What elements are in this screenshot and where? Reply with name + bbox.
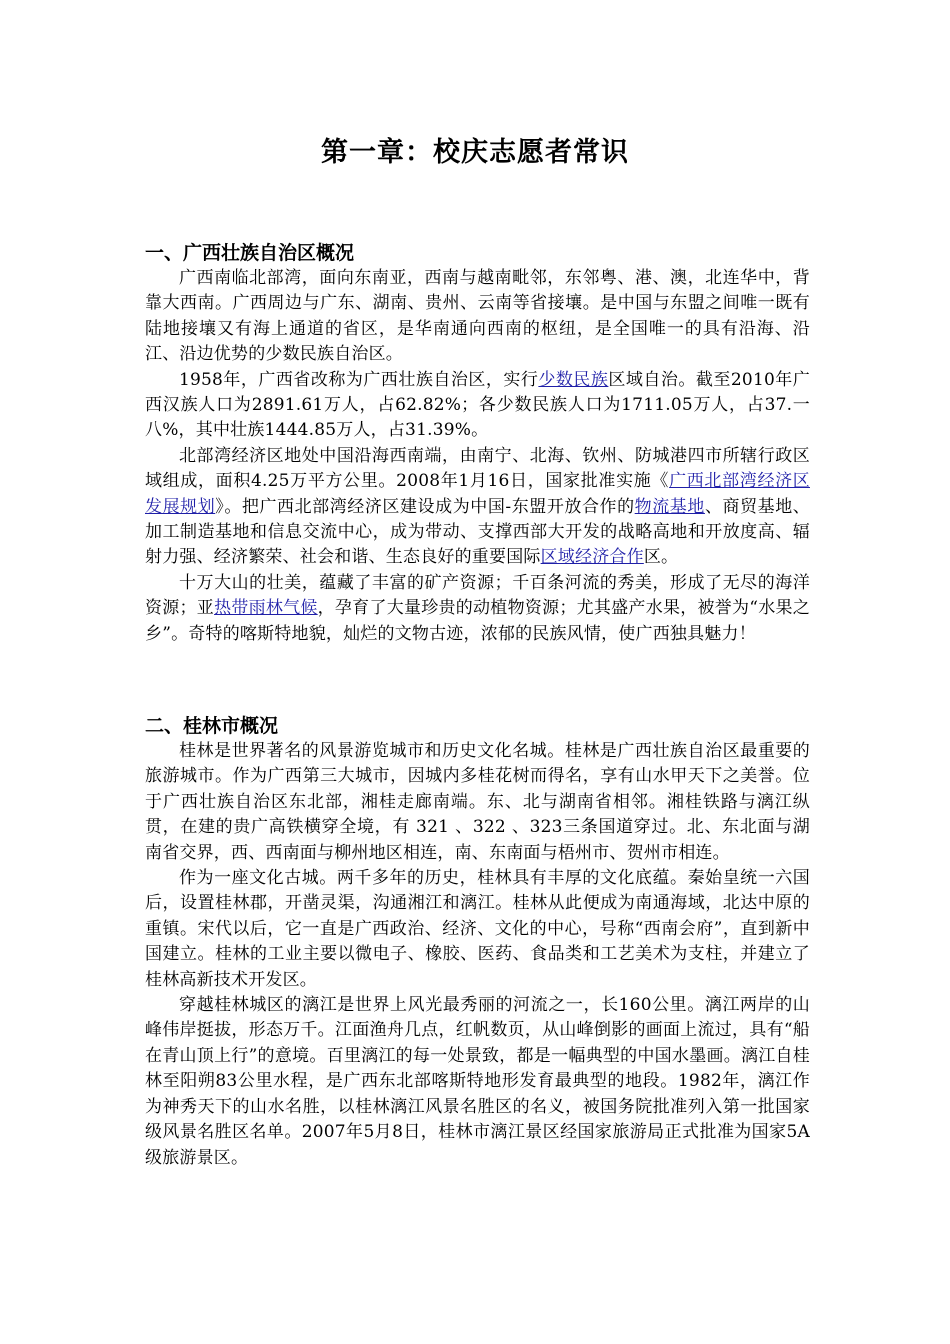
- paragraph-guilin-intro: 桂林是世界著名的风景游览城市和历史文化名城。桂林是广西壮族自治区最重要的旅游城市。作为广西第三大城市，因城内多桂花树而得名，享有山水甲天下之美誉。位于广西壮族自治区东北部，湘桂走廊南端。东、北与湖南省相邻。湘桂铁路与漓江纵贯，在建的贵广高铁横穿全境，有 321 、322 、323三条国道穿过。北、东北面与湖南省交界，西、西南面与柳州地区相连，南、东南面与梧州市、贺州市相连。: [145, 741, 810, 863]
- paragraph-population: [145, 368, 810, 444]
- paragraph-li-river: 穿越桂林城区的漓江是世界上风光最秀丽的河流之一，长160公里。漓江两岸的山峰伟岸挺拔，形态万千。江面渔舟几点，红帆数页，从山峰倒影的画面上流过，具有“船在青山顶上行”的意境。百里漓江的每一处景致，都是一幅典型的中国水墨画。漓江自桂林至阳朔83公里水程，是广西东北部喀斯特地形发育最典型的地段。1982年，漓江作为神秀天下的山水名胜，以桂林漓江风景名胜区的名义，被国务院批准列入第一批国家级风景名胜区名单。2007年5月8日，桂林市漓江景区经国家旅游局正式批准为国家5A级旅游景区。: [145, 995, 810, 1168]
- link-development-plan[interactable]: 广西北部湾经济区发展规划: [145, 471, 810, 517]
- paragraph-beibu-gulf: [145, 444, 810, 571]
- paragraph-resources: [145, 571, 810, 647]
- paragraph-text: 、商贸基地、加工制造基地和信息交流中心，成为带动、支撑西部大开发的战略高地和开放度高、辐射力强、经济繁荣、社会和谐、生态良好的重要国际: [145, 496, 810, 568]
- paragraph-text: 区域自治。截至2010年广西汉族人口为2891.61万人，占62.82%；各少数民族人口为1711.05万人，占37.一八%，其中壮族1444.85万人，占31.39%。: [145, 369, 810, 441]
- link-minority-nationality[interactable]: 少数民族: [538, 369, 609, 390]
- chapter-title: 第一章：校庆志愿者常识: [321, 137, 629, 168]
- section-guangxi-overview: [145, 240, 810, 647]
- paragraph-text: 十万大山的壮美，蕴藏了丰富的矿产资源；千百条河流的秀美，形成了无尽的海洋资源；亚: [145, 572, 810, 619]
- section-heading-guilin: 二、桂林市概况: [145, 715, 279, 737]
- link-logistics-base[interactable]: 物流基地: [634, 496, 705, 517]
- paragraph-geography: 广西南临北部湾，面向东南亚，西南与越南毗邻，东邻粤、港、澳，北连华中，背靠大西南。广西周边与广东、湖南、贵州、云南等省接壤。是中国与东盟之间唯一既有陆地接壤又有海上通道的省区，是华南通向西南的枢纽，是全国唯一的具有沿海、沿江、沿边优势的少数民族自治区。: [145, 268, 810, 365]
- paragraph-text: 北部湾经济区地处中国沿海西南端，由南宁、北海、钦州、防城港四市所辖行政区域组成，面积4.25万平方公里。2008年1月16日，国家批准实施《: [145, 445, 810, 492]
- section-heading-guangxi: 一、广西壮族自治区概况: [145, 242, 355, 264]
- section-guilin-overview: [145, 713, 810, 1171]
- link-regional-cooperation[interactable]: 区域经济合作: [540, 547, 644, 568]
- paragraph-guilin-history: 作为一座文化古城。两千多年的历史，桂林具有丰厚的文化底蕴。秦始皇统一六国后，设置桂林郡，开凿灵渠，沟通湘江和漓江。桂林从此便成为南通海域，北达中原的重镇。宋代以后，它一直是广西政治、经济、文化的中心，号称“西南会府”，直到新中国建立。桂林的工业主要以微电子、橡胶、医药、食品类和工艺美术为支柱，并建立了桂林高新技术开发区。: [145, 868, 810, 990]
- link-tropical-rainforest-climate[interactable]: 热带雨林气候: [214, 598, 318, 619]
- paragraph-text: ，孕育了大量珍贵的动植物资源；尤其盛产水果，被誉为“水果之乡”。奇特的喀斯特地貌，灿烂的文物古迹，浓郁的民族风情，使广西独具魅力！: [145, 598, 810, 644]
- paragraph-text: 》。把广西北部湾经济区建设成为中国-东盟开放合作的: [215, 496, 635, 517]
- paragraph-text: 区。: [643, 547, 679, 568]
- paragraph-text: 1958年，广西省改称为广西壮族自治区，实行: [179, 369, 539, 390]
